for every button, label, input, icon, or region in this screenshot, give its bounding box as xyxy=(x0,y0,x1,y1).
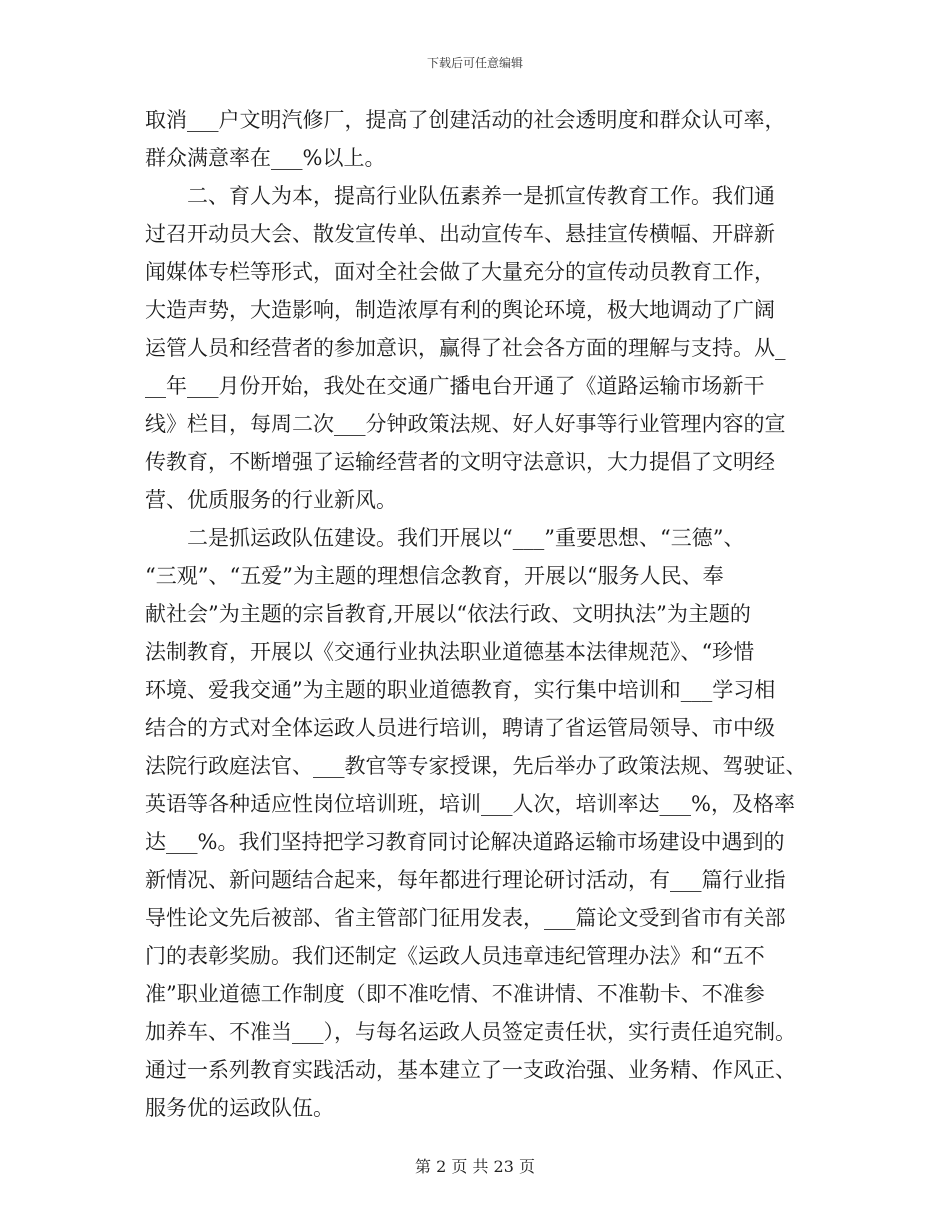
text-line: 导性论文先后被部、省主管部门征用发表，___篇论文受到省市有关部 xyxy=(145,906,786,930)
text-line: 门的表彰奖励。我们还制定《运政人员违章违纪管理办法》和“五不 xyxy=(145,944,765,968)
text-line: 二、育人为本，提高行业队伍素养一是抓宣传教育工作。我们通 xyxy=(187,184,775,208)
text-line: 环境、爱我交通”为主题的职业道德教育，实行集中培训和___学习相 xyxy=(145,678,776,702)
text-line: 营、优质服务的行业新风。 xyxy=(145,488,397,512)
page-header-note: 下载后可任意编辑 xyxy=(426,56,523,70)
page-number: 第 2 页 共 23 页 xyxy=(415,1157,535,1176)
text-line: 闻媒体专栏等形式，面对全社会做了大量充分的宣传动员教育工作， xyxy=(145,260,775,284)
text-line: 加养车、不准当___），与每名运政人员签定责任状，实行责任追究制。 xyxy=(145,1020,796,1044)
text-line: 达___%。我们坚持把学习教育同讨论解决道路运输市场建设中遇到的 xyxy=(145,830,785,854)
text-line: __年___月份开始，我处在交通广播电台开通了《道路运输市场新干 xyxy=(145,374,765,398)
text-line: 结合的方式对全体运政人员进行培训，聘请了省运管局领导、市中级 xyxy=(145,716,775,740)
text-line: 通过一系列教育实践活动，基本建立了一支政治强、业务精、作风正、 xyxy=(145,1058,796,1082)
text-line: 二是抓运政队伍建设。我们开展以“___”重要思想、“三德”、 xyxy=(187,526,745,550)
text-line: 线》栏目，每周二次___分钟政策法规、好人好事等行业管理内容的宣 xyxy=(145,412,786,436)
text-line: 法制教育，开展以《交通行业执法职业道德基本法律规范》、“珍惜 xyxy=(145,640,755,664)
text-line: 新情况、新问题结合起来，每年都进行理论研讨活动，有___篇行业指 xyxy=(145,868,786,892)
text-line: 准”职业道德工作制度（即不准吃情、不准讲情、不准勒卡、不准参 xyxy=(145,982,765,1006)
text-line: 传教育，不断增强了运输经营者的文明守法意识，大力提倡了文明经 xyxy=(145,450,775,474)
text-line: 法院行政庭法官、___教官等专家授课，先后举办了政策法规、驾驶证、 xyxy=(145,754,807,778)
text-line: “三观”、“五爱”为主题的理想信念教育，开展以“服务人民、奉 xyxy=(145,564,724,588)
text-line: 过召开动员大会、散发宣传单、出动宣传车、悬挂宣传横幅、开辟新 xyxy=(145,222,775,246)
text-line: 群众满意率在___%以上。 xyxy=(145,146,386,170)
text-line: 取消___户文明汽修厂，提高了创建活动的社会透明度和群众认可率， xyxy=(145,108,786,132)
text-line: 运管人员和经营者的参加意识，赢得了社会各方面的理解与支持。从_ xyxy=(145,336,786,360)
text-line: 大造声势，大造影响，制造浓厚有利的舆论环境，极大地调动了广阔 xyxy=(145,298,775,322)
text-line: 服务优的运政队伍。 xyxy=(145,1096,334,1120)
text-line: 英语等各种适应性岗位培训班，培训___人次，培训率达___%，及格率 xyxy=(145,792,795,816)
text-line: 献社会”为主题的宗旨教育,开展以“依法行政、文明执法”为主题的 xyxy=(145,602,751,626)
